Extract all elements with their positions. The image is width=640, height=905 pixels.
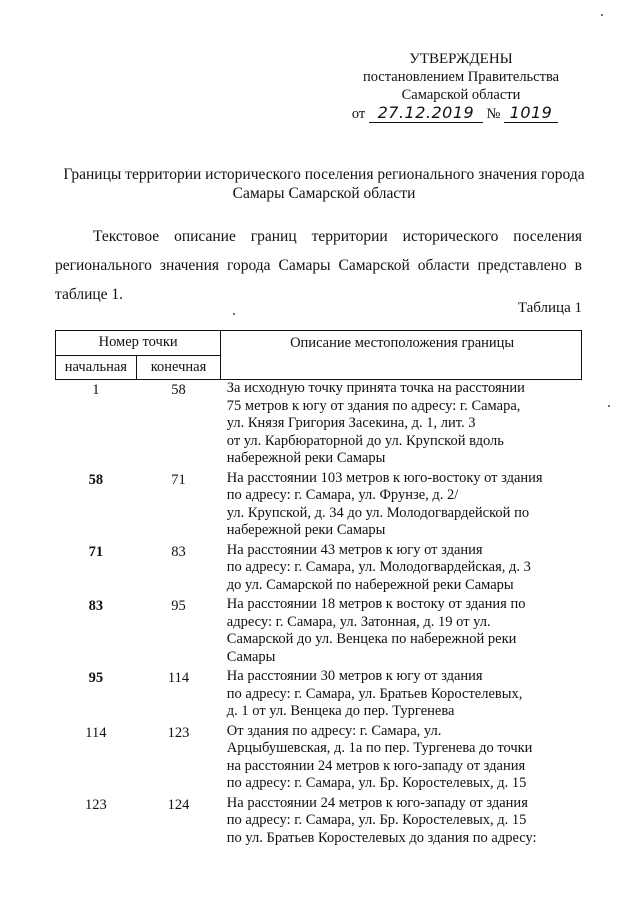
row-description-line: адресу: г. Самара, ул. Затонная, д. 19 от ул. [226, 613, 491, 630]
row-description-line: На расстоянии 18 метров к востоку от здания по [226, 596, 526, 612]
row-description-line: на расстоянии 24 метров к юго-западу от здания [226, 757, 526, 774]
approval-title: УТВЕРЖДЕНЫ [409, 51, 513, 67]
row-start-point: 83 [88, 598, 104, 614]
row-description [221, 380, 582, 470]
table-row [56, 795, 582, 850]
row-description-line: ул. Крупской, д. 34 до ул. Молодогвардейской по [226, 504, 530, 521]
row-start-point: 114 [85, 724, 107, 741]
approval-number-label: № [486, 106, 501, 122]
row-description-line: по адресу: г. Самара, ул. Бр. Коростелевых, д. 15 [226, 775, 527, 791]
row-start-point: 123 [85, 796, 107, 813]
approval-from-label: от [351, 106, 366, 122]
row-description-line: Арцыбушевская, д. 1а по пер. Тургенева до точки [226, 740, 533, 756]
row-description [221, 668, 582, 723]
row-description-line: набережной реки Самары [226, 522, 386, 538]
row-description-line: На расстоянии 24 метров к юго-западу от здания [226, 794, 528, 811]
row-end-point: 114 [167, 670, 190, 686]
table-body [56, 380, 582, 850]
row-description-line: по адресу: г. Самара, ул. Бр. Коростелевых, д. 15 [226, 812, 527, 828]
table-row [56, 723, 582, 795]
row-description-line: по ул. Братьев Коростелевых до здания по адресу: [226, 829, 537, 846]
row-description-line: по адресу: г. Самара, ул. Братьев Коростелевых, [226, 685, 523, 702]
row-start-point: 58 [88, 471, 104, 488]
row-description [221, 542, 582, 597]
row-description-line: Самарской до ул. Венцека по набережной реки [226, 631, 517, 647]
header-end: конечная [136, 355, 221, 380]
table-row [56, 596, 582, 668]
approval-date: 27.12.2019 [369, 104, 483, 123]
scan-speck [601, 14, 603, 16]
row-description-line: до ул. Самарской по набережной реки Самары [226, 576, 514, 593]
row-start-point: 1 [92, 382, 100, 398]
table-row [56, 380, 582, 470]
header-point-number: Номер точки [56, 331, 221, 356]
row-description-line: ул. Князя Григория Засекина, д. 1, лит. 3 [226, 415, 476, 431]
approval-number: 1019 [504, 104, 558, 123]
scan-speck [233, 313, 235, 315]
row-description-line: от ул. Карбюраторной до ул. Крупской вдоль [226, 432, 504, 449]
row-description-line: От здания по адресу: г. Самара, ул. [226, 722, 442, 739]
table-row [56, 542, 582, 597]
row-description-line: Самары [226, 648, 276, 665]
row-description-line: 75 метров к югу от здания по адресу: г. Самара, [226, 397, 521, 414]
approval-signature-line [330, 104, 592, 123]
boundary-table [55, 330, 582, 849]
row-description-line: д. 1 от ул. Венцека до пер. Тургенева [226, 703, 455, 719]
intro-text: Текстовое описание границ территории исторического поселения регионального значения города Самары Самарской области представлено в таблице 1. [55, 228, 582, 303]
row-description [221, 470, 582, 542]
row-end-point: 124 [167, 796, 190, 813]
table-row [56, 668, 582, 723]
row-end-point: 83 [171, 543, 186, 560]
header-description: Описание местоположения границы [221, 331, 582, 380]
intro-paragraph [55, 222, 582, 309]
scan-speck [608, 405, 610, 407]
table-caption: Таблица 1 [517, 300, 582, 316]
row-description [221, 723, 582, 795]
row-description-line: набережной реки Самары [226, 450, 386, 466]
row-end-point: 58 [171, 382, 186, 398]
header-start: начальная [56, 355, 137, 380]
row-end-point: 71 [171, 471, 186, 488]
row-end-point: 123 [167, 724, 190, 741]
document-title-line-1: Границы территории исторического поселения регионального значения города [63, 166, 585, 183]
row-description-line: На расстоянии 103 метров к юго-востоку от здания [226, 469, 543, 486]
table-row [56, 470, 582, 542]
row-description-line: На расстоянии 43 метров к югу от здания [226, 541, 483, 558]
row-description-line: по адресу: г. Самара, ул. Фрунзе, д. 2/ [226, 487, 459, 503]
row-start-point: 95 [88, 670, 104, 686]
row-start-point: 71 [88, 543, 104, 560]
row-end-point: 95 [171, 598, 186, 614]
document-title [40, 165, 608, 203]
row-description-line: За исходную точку принята точка на расстоянии [226, 380, 525, 396]
row-description [221, 596, 582, 668]
document-title-line-2: Самары Самарской области [232, 185, 416, 202]
row-description-line: На расстоянии 30 метров к югу от здания [226, 668, 483, 684]
approval-line-2: Самарской области [401, 87, 521, 103]
approval-stamp [330, 50, 592, 123]
row-description [221, 795, 582, 850]
row-description-line: по адресу: г. Самара, ул. Молодогвардейская, д. 3 [226, 559, 531, 575]
approval-line-1: постановлением Правительства [362, 69, 560, 85]
